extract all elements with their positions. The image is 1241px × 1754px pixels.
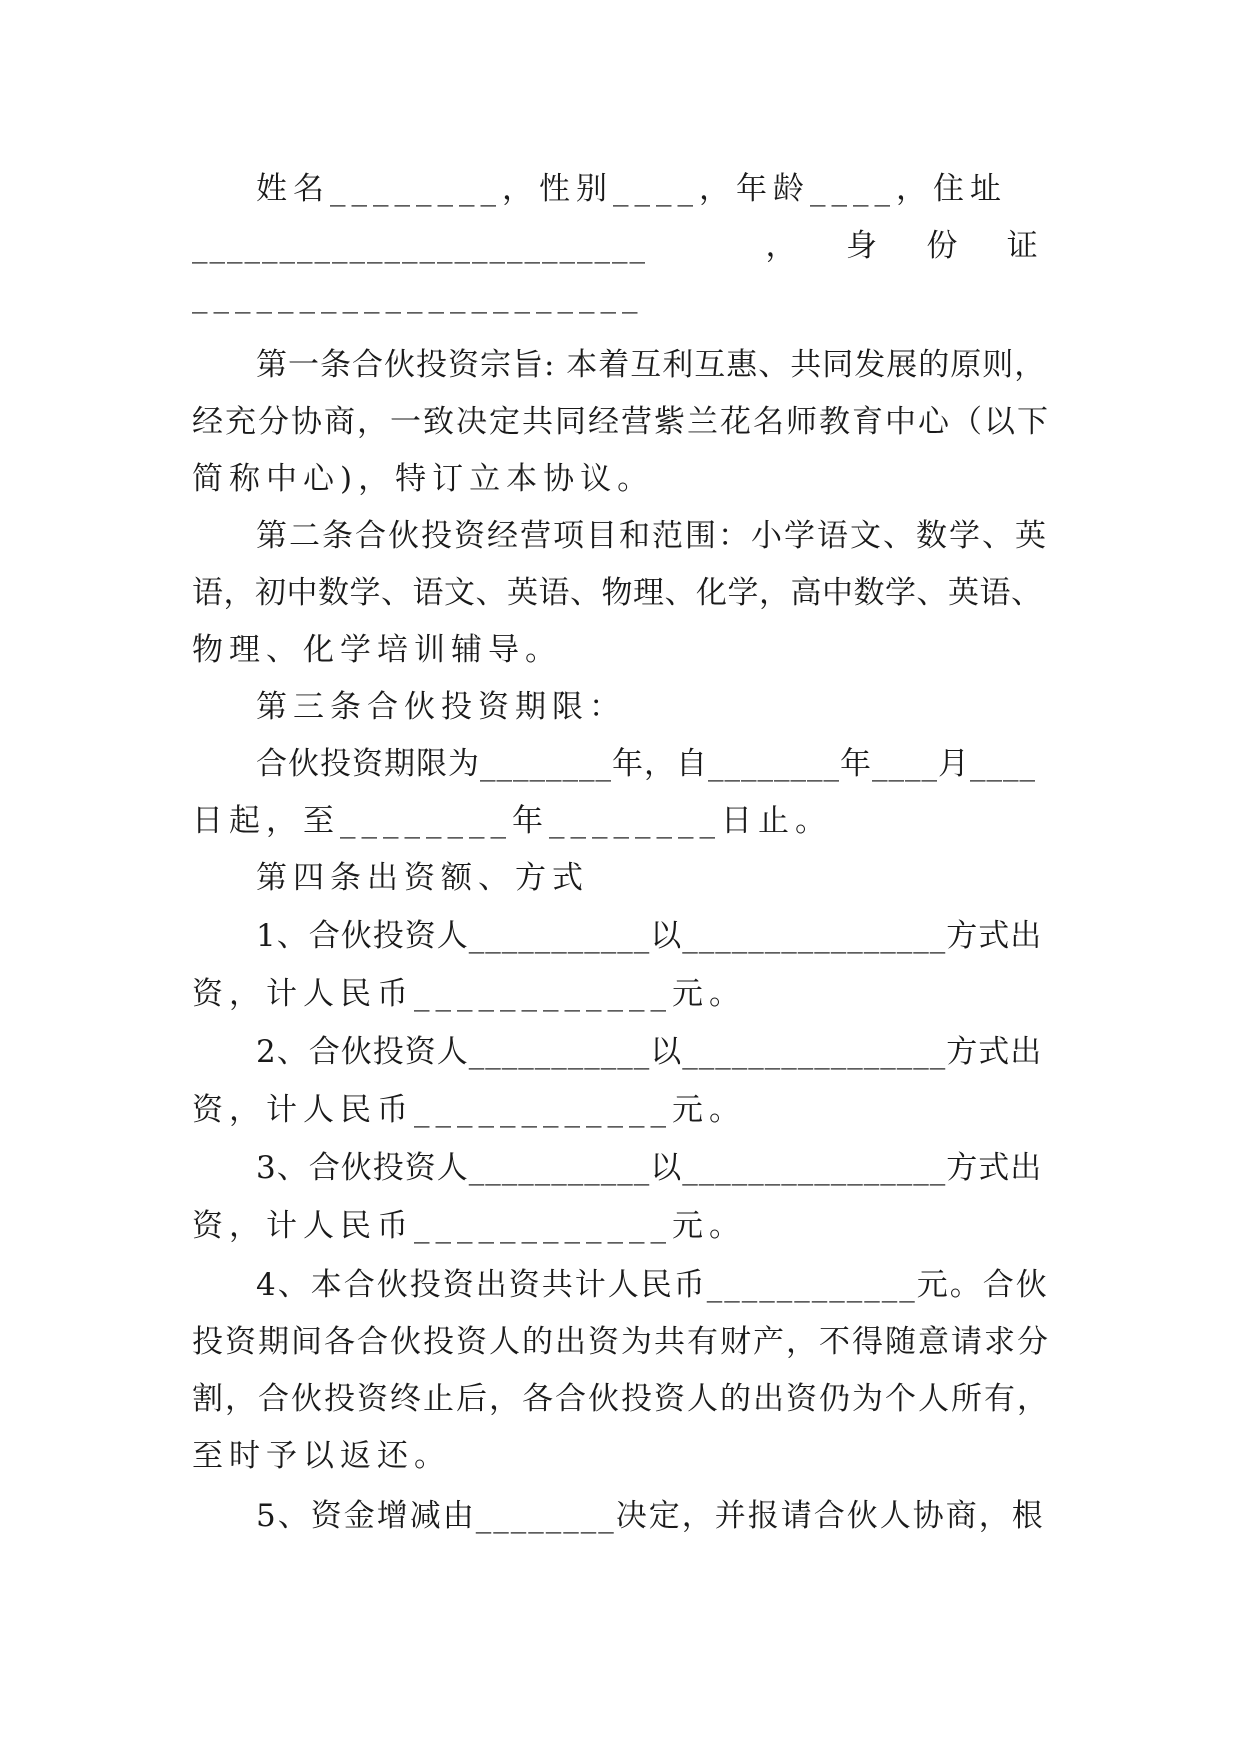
contribution-1-line-2: 资，计人民币____________元。	[192, 976, 746, 1012]
total-contribution-line-4: 至时予以返还。	[192, 1438, 451, 1474]
article-1-line-2: 经充分协商，一致决定共同经营紫兰花名师教育中心（以下	[192, 404, 1050, 440]
total-contribution-line-3: 割，合伙投资终止后，各合伙投资人的出资仍为个人所有，	[192, 1381, 1050, 1417]
article-2-line-1: 第二条合伙投资经营项目和范围：小学语文、数学、英	[256, 518, 1048, 554]
contribution-2-line-2: 资，计人民币____________元。	[192, 1092, 746, 1128]
contribution-3-line-2: 资，计人民币____________元。	[192, 1208, 746, 1244]
total-contribution-line-1: 4、本合伙投资出资共计人民币____________元。合伙	[256, 1267, 1049, 1303]
article-2-line-3: 物理、化学培训辅导。	[192, 632, 562, 668]
contribution-3-line-1: 3、合伙投资人___________以________________方式出	[256, 1150, 1043, 1186]
article-3-line-2: 日起，至________年________日止。	[192, 803, 832, 839]
partner-info-line-3: _____________________	[192, 278, 644, 314]
partner-info-line-1: 姓名________，性别____，年龄____，住址	[256, 171, 1007, 207]
total-contribution-line-2: 投资期间各合伙投资人的出资为共有财产，不得随意请求分	[192, 1324, 1050, 1360]
partner-info-line-2: __________________________ ， 身 份 证	[192, 228, 1040, 264]
article-1-line-3: 简称中心)，特订立本协议。	[192, 461, 655, 497]
contribution-2-line-1: 2、合伙投资人___________以________________方式出	[256, 1034, 1043, 1070]
contribution-1-line-1: 1、合伙投资人___________以________________方式出	[256, 918, 1043, 954]
article-2-line-2: 语，初中数学、语文、英语、物理、化学，高中数学、英语、	[192, 575, 1043, 611]
article-3-heading: 第三条合伙投资期限：	[256, 689, 626, 725]
article-4-heading: 第四条出资额、方式	[256, 860, 589, 896]
article-1-line-1: 第一条合伙投资宗旨: 本着互利互惠、共同发展的原则，	[256, 347, 1047, 383]
capital-change-line-1: 5、资金增减由________决定，并报请合伙人协商，根	[256, 1498, 1045, 1534]
article-3-line-1: 合伙投资期限为________年，自________年____月____	[256, 746, 1036, 782]
